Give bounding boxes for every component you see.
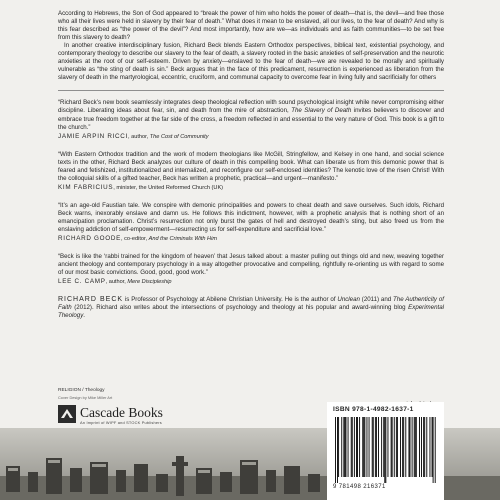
barcode-bar [356,417,357,477]
publisher-logo [58,405,198,427]
barcode-bar [375,417,376,477]
endorsement-text: “It’s an age-old Faustian tale. We conspire with demonic principalities and powers to cheat death and save ourselves. Such idols, Richard Beck warns, inexorably enslave and damn us. He follows this indictment, however, with a prophetic analysis that is nothing short of an emancipation proclamation. Christ’s resurrection not only burst the gates of hell and destroyed death’s sting, but also freed us from the enslaving addiction of self-empowerment—resurrecting us for self-expenditure and sacrificial love.” [58,201,444,233]
back-cover-text [58,0,444,320]
barcode-bar [357,417,358,477]
endorser-affiliation: , minister, the United Reformed Church (UK) [113,184,224,191]
barcode-bar [363,417,364,477]
endorser-name: JAMIE ARPIN RICCI [58,132,128,140]
endorsement-text: “Richard Beck’s new book seamlessly integrates deep theological reflection with sound psychological insight while never compromising either discipline. Liberating ideas about fear, sin, and death from the mire of abstraction, [58,99,444,115]
barcode-bar [337,417,338,483]
isbn-number: ISBN 978-1-4982-1637-1 [333,406,414,413]
barcode-bar [369,417,370,477]
book-unclean: Unclean [337,296,360,304]
cover-design-credit: Cover Design by Mike Miller Art [58,395,113,400]
barcode-bar [346,417,347,477]
barcode-bar [352,417,353,477]
barcode-bar [383,417,384,477]
endorsement-4 [58,253,444,286]
barcode-bar [414,417,415,477]
barcode-bar [364,417,365,477]
barcode-bar [335,417,336,483]
barcode-bar [378,417,379,477]
endorser-book: And the Criminals With Him [148,235,217,242]
barcode-bar [373,417,374,477]
barcode-bar [405,417,406,477]
endorser [58,133,444,141]
barcode-bar [426,417,427,477]
barcode-bar [359,417,360,477]
barcode-bar [397,417,398,477]
barcode-panel [327,402,444,500]
barcode-bar [388,417,389,477]
barcode-bar [430,417,431,477]
barcode-bar [372,417,373,477]
barcode-bar [412,417,413,477]
barcode-bar [344,417,345,477]
barcode-bar [348,417,349,477]
endorser-book: The Cost of Community [149,133,209,140]
barcode-bar [423,417,424,477]
barcode-bar [354,417,355,477]
barcode-bar [394,417,395,477]
endorser [58,278,444,286]
endorsement-text: “Beck is like the ‘rabbi trained for the kingdom of heaven’ that Jesus talked about: a master pulling out things old and new, weaving together ancient theology and contemporary psychology in a way altogether provocative and compelling, rightfully re-orienting us with regard to some of our most basic convictions. Good, good, good work.” [58,252,444,277]
endorser [58,235,444,243]
publisher-subtitle: An Imprint of WIPF and STOCK Publishers [80,420,162,425]
barcode-bar [433,417,434,483]
endorser-name: KIM FABRICIUS [58,183,114,191]
barcode-bar [362,417,363,477]
endorsement-1 [58,99,444,140]
barcode-bar [402,417,403,477]
barcode-bar [410,417,411,477]
barcode-digits: 9 781498 216371 [333,484,386,490]
barcode-bar [415,417,416,477]
barcode-bar [391,417,392,477]
barcode-bar [367,417,368,477]
endorser [58,184,444,192]
barcode-bar [343,417,344,477]
category-label: RELIGION / Theology [58,388,105,393]
endorsement-2 [58,151,444,192]
barcode-bar [338,417,339,477]
barcode-bar [384,417,385,483]
endorsement-text: invites believers to discover and embrace true freedom together at the far side of the cross, a freedom reflected in and essential to the very nature of God. This book is a gift to the church.” [58,107,444,131]
book-description [58,10,444,82]
barcode-bar [381,417,382,477]
book-title: The Slavery of Death [291,107,352,115]
divider [58,90,444,91]
endorser-affiliation: , author, [127,133,150,140]
barcode-bar [403,417,404,477]
blog-name: Experimental Theology [58,304,444,320]
endorser-name: LEE C. CAMP [58,278,106,286]
barcode-bar [385,417,386,483]
endorser-name: RICHARD GOODE [58,234,121,242]
publisher-name: Cascade Books [80,405,163,420]
cascade-logo-icon [58,405,76,423]
endorsement-3 [58,202,444,243]
barcode-bar [351,417,352,477]
author-bio: RICHARD BECK is Professor of Psychology at Abilene Christian University. He is the author of Unclean (2011) and The Authenticity of Faith (2012). Richard also writes about the intersections of psychology and theology at his popular and award-winning blog Experimental Theology. [58,296,444,320]
barcode [335,417,436,483]
description-paragraph-1: According to Hebrews, the Son of God appeared to “break the power of him who holds the power of death—that is, the devil—and free those who all their lives were held in slavery by their fear of death.” What does it mean to be enslaved, all our lives, to the fear of death? And why is this fear described as “the power of the devil”? And most importantly, how are we—as individuals and as faith communities—to be set free from this slavery to death? [58,10,444,42]
endorser-book: Mere Discipleship [127,279,172,286]
book-authenticity-of-faith: The Authenticity of Faith [58,296,444,312]
endorser-affiliation: , author, [105,279,128,286]
description-paragraph-2: In another creative interdisciplinary fusion, Richard Beck blends Eastern Orthodox perspectives, biblical text, existential psychology, and contemporary theology to describe our slavery to the fear of death, a slavery rooted in the basic anxieties of self-preservation and the neurotic anxieties at the root of our self-esteem. Driven by anxiety—enslaved to the fear of death—we are revealed to be morally and spiritually vulnerable as “the sting of death is sin.” Beck argues that in the face of this predicament, resurrection is experienced as liberation from the slavery of death in the martyrological, eccentric, cruciform, and communal capacity to overcome fear in living fully and sacrificially for others [58,42,444,82]
barcode-bar [392,417,393,477]
barcode-bar [424,417,425,477]
barcode-bar [400,417,401,477]
barcode-bar [435,417,436,483]
author-name: RICHARD BECK [58,296,124,304]
endorser-affiliation: , co-editor, [120,235,149,242]
barcode-bar [432,417,433,477]
barcode-bar [341,417,342,477]
barcode-bar [419,417,420,477]
endorsement-text: “With Eastern Orthodox tradition and the work of modern theologians like McGill, Stringfellow, and Kelsey in one hand, and social science texts in the other, Richard Beck analyzes our culture of death in this compelling book. What can liberate us from this demonic power that is feared and fetishized, institutionalized and internalized, and reconfigure our self-enclosed identities? The kenotic love of the risen Christ! With the colloquial skills of a gifted teacher, Beck has written a prophetic, practical—and urgent—manifesto.” [58,150,444,182]
barcode-bar [421,417,422,477]
barcode-bar [376,417,377,477]
barcode-bar [409,417,410,477]
barcode-bar [396,417,397,477]
barcode-bar [416,417,417,477]
